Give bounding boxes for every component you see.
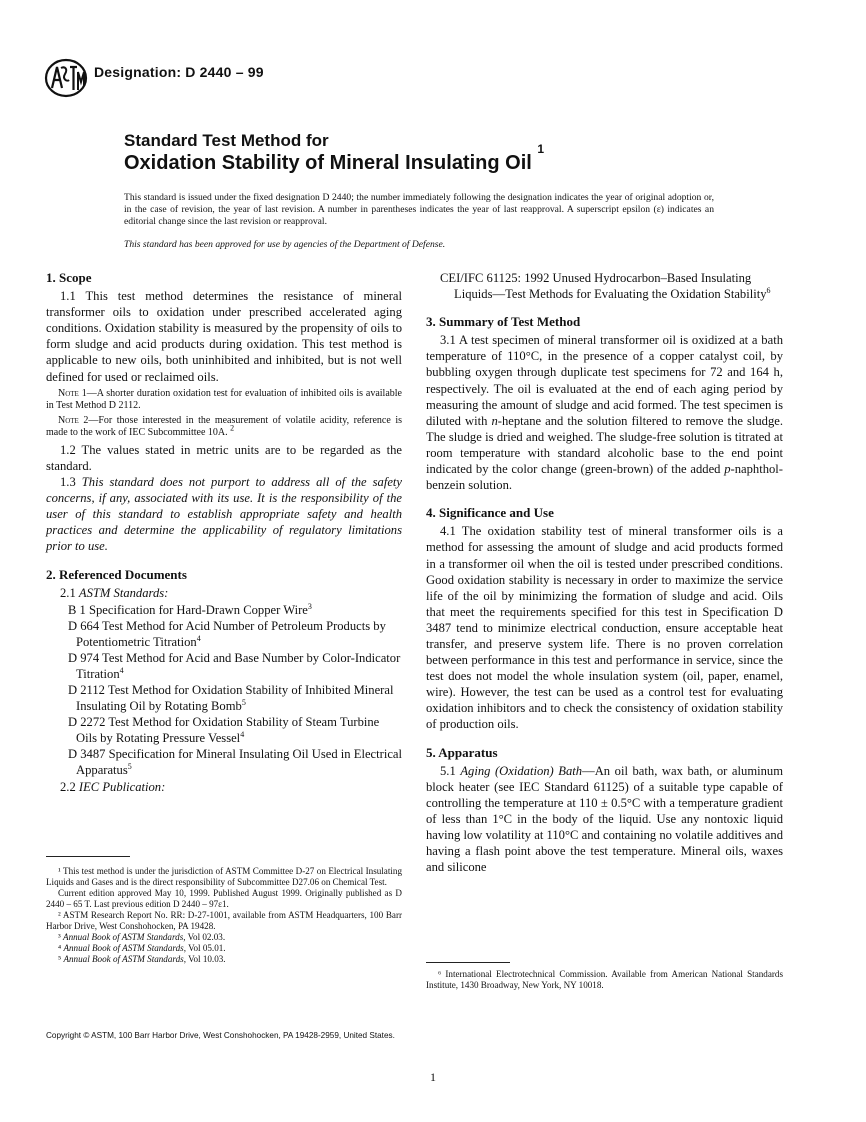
reference-item [54,602,402,618]
reference-item-ref: 3 [307,601,312,611]
paragraph-5-1-text: —An oil bath, wax bath, or aluminum block heater (see IEC Standard 61125) of a suitable type capable of controlling the temperature at 110 ± 0.5°C with a temperature gradient of less than 1°C in the body of the liquid. Use any nontoxic liquid having low volatility at 110°C and containing no volatile additives and having a flash point above the test temperature. Mineral oils, waxes and silicone [426,763,783,875]
right-column [426,270,783,875]
astm-standards-number: 2.1 [60,586,76,601]
iec-publication-text: IEC Publication: [78,779,166,794]
paragraph-4-1: 4.1 The oxidation stability test of mineral transformer oils is a method for assessing the amount of sludge and acid products formed in a transformer oil when the oil is tested under prescribed conditions. Good oxidation stability is necessary in order to maximize the service life of the oil by minimizing the formation of sludge and acid. Oils that meet the requirements specified for this test in Specification D 3487 tend to minimize electrical conduction, ensure acceptable heat transfer, and preserve system life. There is no proven correlation between performance in this test and performance in service, since the test does not model the whole insulation system (oil, paper, enamel, wire). However, the test can be used as a control test for evaluating oxidation inhibitors and to check the consistency of oxidation stability of production oils. [426,524,783,732]
paragraph-5-1 [426,763,783,876]
iec-publication-number: 2.2 [60,779,76,794]
note-1 [46,388,402,412]
left-column [46,270,402,795]
note-2 [46,415,402,439]
footnote-5-title: Annual Book of ASTM Standards [63,954,184,964]
reference-item [54,682,402,714]
footnote-3 [46,932,402,943]
note-2-footnote-ref: 2 [230,423,235,433]
iec-reference-ref: 6 [766,285,771,295]
section-heading-scope: 1. Scope [46,270,92,285]
reference-item-text: D 3487 Specification for Mineral Insulating Oil Used in Electrical Apparatus [68,747,402,778]
reference-item-text: D 2112 Test Method for Oxidation Stability of Inhibited Mineral Insulating Oil by Rotating Bomb [68,682,394,714]
paragraph-3-1-part-d: p [724,462,731,477]
note-1-tag: Note 1 [58,387,87,399]
reference-item-ref: 4 [240,730,245,740]
reference-item-ref: 4 [196,633,201,643]
paragraph-3-1-part-a: 3.1 A test specimen of mineral transformer oil is oxidized at a bath temperature of 110°C, in the presence of a copper catalyst coil, by bubbling oxygen through duplicate test specimens for 72 and 164 h, respectively. The oil is evaluated at the end of each aging period by measuring the amount of sludge and acid formed. The test specimen is diluted with [426,333,783,428]
footnote-4 [46,943,402,954]
footnote-6: ⁶ International Electrotechnical Commission. Available from American National Standards Institute, 1430 Broadway, New York, NY 10018. [426,969,783,990]
reference-item-ref: 4 [119,665,124,675]
footnote-4-volume: , Vol 05.01. [183,943,226,953]
footnote-divider-right [426,962,510,963]
astm-logo-icon [44,58,88,98]
reference-item-ref: 5 [241,697,246,707]
paragraph-1-3-text: This standard does not purport to address all of the safety concerns, if any, associated with its use. It is the responsibility of the user of this standard to establish appropriate safety and health practices and determine the applicability of regulatory limitations prior to use. [46,474,402,554]
designation: Designation: D 2440 – 99 [94,64,264,80]
paragraph-1-2: 1.2 The values stated in metric units are to be regarded as the standard. [46,442,402,473]
copyright-line: Copyright © ASTM, 100 Barr Harbor Drive, West Conshohocken, PA 19428-2959, United States. [46,1031,395,1040]
section-heading-referenced-documents: 2. Referenced Documents [46,567,187,583]
paragraph-3-1-part-b: n [491,413,498,428]
footnote-3-title: Annual Book of ASTM Standards [63,932,184,942]
standard-issuance-note: This standard is issued under the fixed designation D 2440; the number immediately following the designation indicates the year of original adoption or, in the case of revision, the year of last revision. A number in parentheses indicates the year of last reapproval. A superscript epsilon (ε) indicates an editorial change since the last revision or reapproval. [124,192,714,228]
paragraph-3-1 [426,332,783,493]
footnote-2: ² ASTM Research Report No. RR: D-27-1001, available from ASTM Headquarters, 100 Barr Harbor Drive, West Conshohocken, PA 19428. [46,910,402,931]
section-heading-apparatus: 5. Apparatus [426,744,498,760]
section-heading-summary: 3. Summary of Test Method [426,314,581,330]
footnote-1: ¹ This test method is under the jurisdiction of ASTM Committee D-27 on Electrical Insulating Liquids and Gases and is the direct responsibility of Subcommittee D27.06 on Chemical Test. [46,866,402,887]
note-2-tag: Note 2 [58,414,89,426]
footnotes-left [46,866,402,965]
iec-reference-item [426,270,783,302]
astm-standards-text: ASTM Standards: [78,586,169,601]
page-number: 1 [430,1070,436,1084]
paragraph-3-1-part-e: -naphthol-benzein solution. [426,462,783,493]
title-text: Oxidation Stability of Mineral Insulating Oil [124,152,532,174]
footnote-5 [46,954,402,965]
paragraph-1-3 [46,474,402,554]
paragraph-1-1: 1.1 This test method determines the resistance of mineral transformer oils to oxidation under prescribed accelerated aging conditions. Oxidation stability is measured by the propensity of oils to form sludge and acid products during oxidation. This test method is applicable to new oils, both uninhibited and inhibited, but is not well defined for used or reclaimed oils. [46,289,402,384]
footnote-5-volume: , Vol 10.03. [183,954,226,964]
note-1-text: —A shorter duration oxidation test for evaluation of inhibited oils is available in Test Method D 2112. [46,387,402,411]
footnote-4-title: Annual Book of ASTM Standards [63,943,184,953]
paragraph-5-1-title: Aging (Oxidation) Bath [460,763,583,778]
title-line-1: Standard Test Method for [124,131,329,150]
reference-item [54,650,402,682]
iec-reference-text: CEI/IFC 61125: 1992 Unused Hydrocarbon–Based Insulating Liquids—Test Methods for Evaluating the Oxidation Stability [440,271,767,302]
note-2-text: —For those interested in the measurement of volatile acidity, reference is made to the work of IEC Subcommittee 10A. [46,414,402,438]
footnote-3-volume: , Vol 02.03. [183,932,226,942]
title-line-2 [124,142,724,175]
astm-standards-label [46,585,402,601]
footnote-3-number: ³ [58,932,61,942]
title-block [124,131,724,175]
reference-item-text: D 664 Test Method for Acid Number of Petroleum Products by Potentiometric Titration [68,618,386,649]
iec-publication-label [46,779,402,795]
reference-item [54,618,402,650]
reference-item-text: D 2272 Test Method for Oxidation Stability of Steam Turbine Oils by Rotating Pressure Vessel [68,715,380,746]
section-heading-significance: 4. Significance and Use [426,505,554,521]
footnote-4-number: ⁴ [58,943,62,953]
title-footnote-ref: 1 [537,142,545,156]
reference-item [54,714,402,746]
reference-item-text: B 1 Specification for Hard-Drawn Copper Wire [68,602,308,617]
footnote-5-number: ⁵ [58,954,62,964]
footnote-1-current-edition: Current edition approved May 10, 1999. Published August 1999. Originally published as D 2440 – 65 T. Last previous edition D 2440 – 97ε1. [46,888,402,909]
paragraph-1-3-number: 1.3 [60,474,76,489]
reference-item-text: D 974 Test Method for Acid and Base Number by Color-Indicator Titration [68,650,401,681]
paragraph-3-1-part-c: -heptane and the solution filtered to remove the sludge. The sludge is dried and weighed. The sludge-free solution is titrated at room temperature with standard alcoholic base to the end point indicated by the color change (green-brown) of the added [426,413,783,477]
footnote-divider [46,856,130,857]
reference-item-ref: 5 [127,762,132,772]
paragraph-5-1-number: 5.1 [440,763,456,778]
defense-approval-note: This standard has been approved for use by agencies of the Department of Defense. [124,239,446,250]
reference-item [54,746,402,778]
